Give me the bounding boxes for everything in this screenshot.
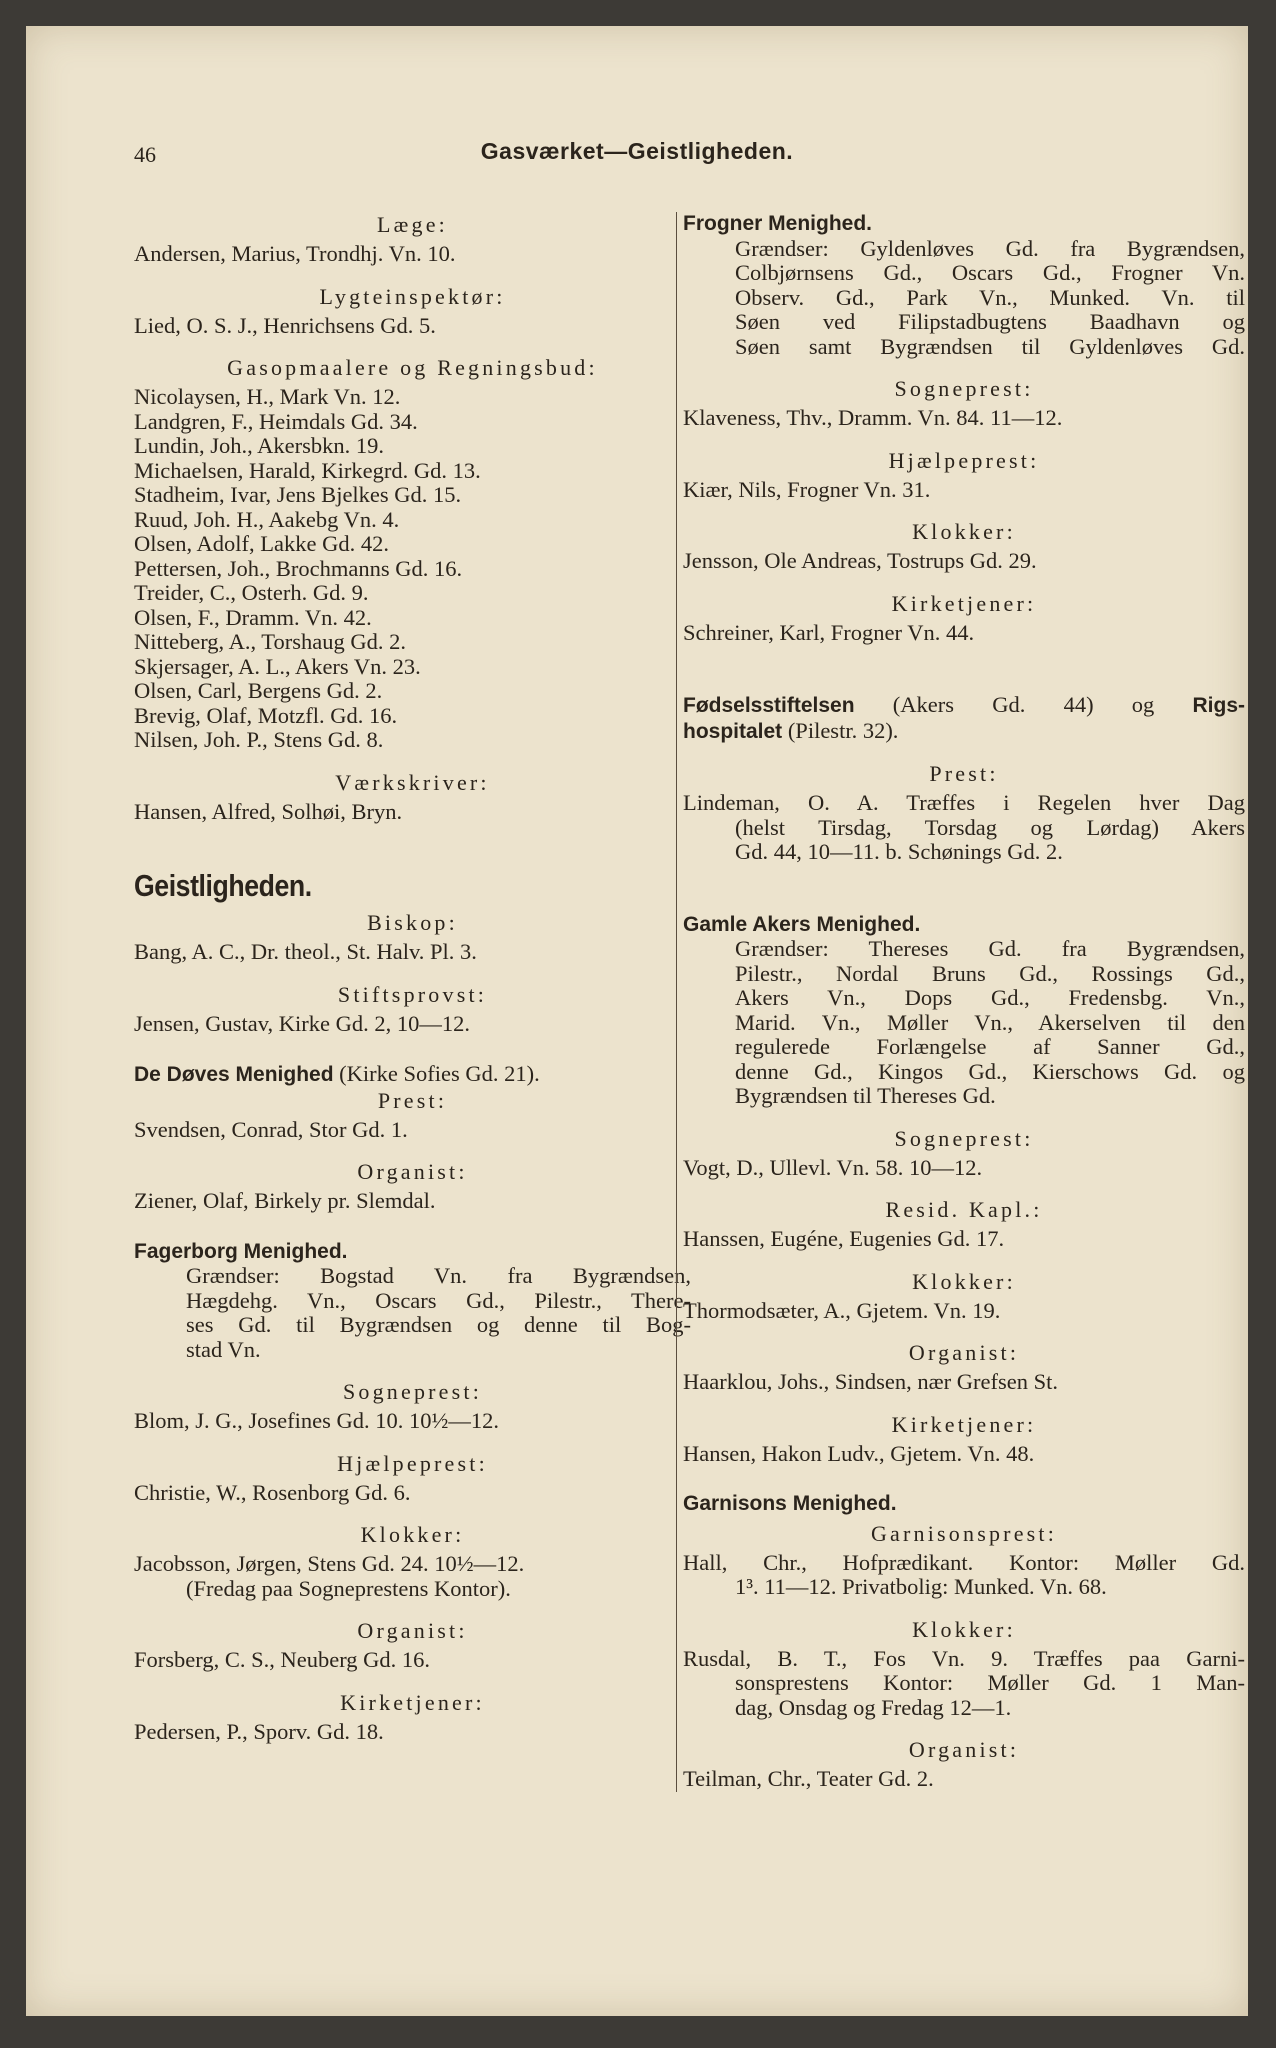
section-caption-kirketjener: Kirketjener: (891, 1411, 1037, 1437)
running-head: Gasværket—Geistligheden. (480, 138, 794, 164)
list-item: Treider, C., Osterh. Gd. 9. (134, 580, 369, 605)
left-column (134, 212, 691, 1744)
entry-garnisonsprest-cont: 1³. 11—12. Privatbolig: Munked. Vn. 68. (735, 1574, 1107, 1599)
list-item: Nitteberg, A., Torshaug Gd. 2. (134, 629, 406, 654)
list-item: Michaelsen, Harald, Kirkegrd. Gd. 13. (134, 457, 481, 483)
book-page (26, 26, 1248, 2016)
entry-organist: Haarklou, Johs., Sindsen, nær Grefsen St. (683, 1369, 1058, 1394)
entry-klokker: Rusdal, B. T., Fos Vn. 9. Træffes paa Garni- (683, 1645, 1245, 1671)
institution-heading-line-1 (683, 693, 1245, 719)
list-item: Olsen, Adolf, Lakke Gd. 42. (134, 531, 389, 556)
institution-title-rigshospitalet: Rigs- (1192, 694, 1245, 717)
boundary-line: regulerede Forlængelse af Sanner Gd., (735, 1034, 1245, 1059)
entry-sogneprest: Klaveness, Thv., Dramm. Vn. 84. 11—12. (683, 405, 1063, 430)
section-caption-resid-kapl: Resid. Kapl.: (885, 1197, 1043, 1222)
entry-kirketjener: Schreiner, Karl, Frogner Vn. 44. (683, 619, 975, 645)
list-item: Lundin, Joh., Akersbkn. 19. (134, 433, 384, 458)
entry-klokker-note: (Fredag paa Sogneprestens Kontor). (186, 1575, 511, 1601)
section-caption-garnisonsprest: Garnisonsprest: (870, 1520, 1058, 1546)
section-caption-hjaelpeprest: Hjælpeprest: (888, 447, 1040, 473)
entry-laege: Andersen, Marius, Trondhj. Vn. 10. (134, 241, 456, 266)
section-caption-klokker: Klokker: (912, 519, 1016, 544)
parish-title-frogner: Frogner Menighed. (683, 212, 872, 235)
entry-sogneprest: Blom, J. G., Josefines Gd. 10. 10½—12. (134, 1408, 499, 1433)
entry-vaerkskriver: Hansen, Alfred, Solhøi, Bryn. (134, 798, 403, 824)
section-caption-klokker: Klokker: (360, 1522, 465, 1547)
list-item: Stadheim, Ivar, Jens Bjelkes Gd. 15. (134, 482, 462, 507)
boundary-line: Grændser: Thereses Gd. fra Bygrændsen, (735, 936, 1245, 961)
section-caption-klokker: Klokker: (912, 1268, 1016, 1294)
boundary-line: Colbjørnsens Gd., Oscars Gd., Frogner Vn. (735, 260, 1245, 285)
section-caption-organist: Organist: (908, 1737, 1020, 1762)
boundary-line: stad Vn. (186, 1336, 261, 1362)
list-item: Olsen, F., Dramm. Vn. 42. (134, 604, 372, 630)
list-item: Landgren, F., Heimdals Gd. 34. (134, 408, 418, 434)
entry-hjaelpeprest: Kiær, Nils, Frogner Vn. 31. (683, 476, 931, 502)
list-item: Nilsen, Joh. P., Stens Gd. 8. (134, 727, 384, 752)
boundary-line: denne Gd., Kingos Gd., Kierschows Gd. og (735, 1058, 1245, 1084)
institution-address: (Akers Gd. 44) og (854, 692, 1193, 717)
parish-title-fagerborg: Fagerborg Menighed. (134, 1239, 348, 1263)
section-caption-kirketjener: Kirketjener: (891, 590, 1037, 616)
entry-hjaelpeprest: Christie, W., Rosenborg Gd. 6. (134, 1479, 411, 1505)
section-caption-prest: Prest: (377, 1087, 448, 1113)
boundary-line: Pilestr., Nordal Bruns Gd., Rossings Gd., (735, 960, 1245, 986)
entry-klokker-cont: dag, Onsdag og Fredag 12—1. (735, 1694, 1012, 1720)
entry-klokker: Jacobsson, Jørgen, Stens Gd. 24. 10½—12. (134, 1551, 525, 1576)
parish-title-garnisons: Garnisons Menighed. (683, 1492, 897, 1515)
boundary-line: Bygrændsen til Thereses Gd. (735, 1083, 996, 1108)
entry-prest-cont: Gd. 44, 10—11. b. Schønings Gd. 2. (735, 839, 1063, 864)
section-caption-kirketjener: Kirketjener: (340, 1689, 485, 1715)
section-caption-biskop: Biskop: (367, 910, 458, 935)
section-caption-organist: Organist: (908, 1340, 1020, 1365)
boundary-line: Søen ved Filipstadbugtens Baadhavn og (735, 309, 1245, 334)
entry-klokker: Jensson, Ole Andreas, Tostrups Gd. 29. (683, 548, 1037, 573)
list-item: Ruud, Joh. H., Aakebg Vn. 4. (134, 506, 400, 532)
section-caption-prest: Prest: (929, 761, 999, 786)
boundary-line: Grændser: Gyldenløves Gd. fra Bygrændsen, (735, 235, 1245, 261)
entry-sogneprest: Vogt, D., Ullevl. Vn. 58. 10—12. (683, 1154, 983, 1180)
entry-klokker: Thormodsæter, A., Gjetem. Vn. 19. (683, 1297, 1001, 1323)
boundary-line: Søen samt Bygrændsen til Gyldenløves Gd. (735, 333, 1245, 359)
entry-kirketjener: Pedersen, P., Sporv. Gd. 18. (134, 1718, 384, 1744)
section-caption-sogneprest: Sogneprest: (894, 376, 1034, 401)
list-item: Nicolaysen, H., Mark Vn. 12. (134, 384, 401, 409)
list-item: Pettersen, Joh., Brochmanns Gd. 16. (134, 555, 463, 581)
right-column (676, 212, 1245, 1792)
parish-address-doves: (Kirke Sofies Gd. 21). (333, 1061, 540, 1086)
boundary-line: Grændser: Bogstad Vn. fra Bygrændsen, (186, 1263, 691, 1288)
institution-address: (Pilestr. 32). (782, 717, 899, 743)
parish-title-doves: De Døves Menighed (134, 1063, 334, 1086)
section-caption-vaerkskriver: Værkskriver: (335, 769, 490, 795)
entry-klokker-cont: sonsprestens Kontor: Møller Gd. 1 Man- (735, 1670, 1245, 1695)
section-heading-geistligheden: Geistligheden. (134, 868, 312, 903)
section-caption-hjaelpeprest: Hjælpeprest: (337, 1450, 488, 1476)
parish-heading-doves (134, 1062, 691, 1088)
boundary-line: Akers Vn., Dops Gd., Fredensbg. Vn., (735, 985, 1245, 1010)
institution-title-hospitalet: hospitalet (683, 719, 783, 743)
entry-stiftsprovst: Jensen, Gustav, Kirke Gd. 2, 10—12. (134, 1010, 470, 1036)
section-caption-sogneprest: Sogneprest: (894, 1125, 1034, 1151)
section-caption-organist: Organist: (357, 1159, 468, 1184)
page-number: 46 (134, 142, 156, 167)
boundary-line: ses Gd. til Bygrændsen og denne til Bog- (186, 1312, 691, 1337)
boundary-line: Observ. Gd., Park Vn., Munked. Vn. til (735, 284, 1245, 310)
entry-resid-kapl: Hanssen, Eugéne, Eugenies Gd. 17. (683, 1226, 1005, 1251)
boundary-line: Hægdehg. Vn., Oscars Gd., Pilestr., There- (186, 1287, 691, 1313)
entry-prest: Svendsen, Conrad, Stor Gd. 1. (134, 1116, 408, 1142)
institution-heading-line-2 (683, 719, 1245, 745)
entry-prest: Lindeman, O. A. Træffes i Regelen hver Dag (683, 790, 1245, 815)
section-caption-gasopmaalere: Gasopmaalere og Regningsbud: (227, 355, 598, 380)
boundary-line: Marid. Vn., Møller Vn., Akerselven til den (735, 1009, 1245, 1035)
section-caption-klokker: Klokker: (912, 1616, 1016, 1642)
list-item: Brevig, Olaf, Motzfl. Gd. 16. (134, 702, 398, 728)
entry-biskop: Bang, A. C., Dr. theol., St. Halv. Pl. 3. (134, 939, 477, 964)
entry-kirketjener: Hansen, Hakon Ludv., Gjetem. Vn. 48. (683, 1440, 1035, 1466)
section-caption-stiftsprovst: Stiftsprovst: (337, 981, 488, 1007)
entry-garnisonsprest: Hall, Chr., Hofprædikant. Kontor: Møller Gd. (683, 1549, 1245, 1575)
entry-organist: Teilman, Chr., Teater Gd. 2. (683, 1766, 934, 1791)
entry-lygteinspektor: Lied, O. S. J., Henrichsens Gd. 5. (134, 312, 436, 338)
entry-prest-cont: (helst Tirsdag, Torsdag og Lørdag) Akers (735, 814, 1245, 840)
entry-organist: Forsberg, C. S., Neuberg Gd. 16. (134, 1647, 431, 1672)
section-caption-lygteinspektor: Lygteinspektør: (319, 283, 506, 309)
list-item: Olsen, Carl, Bergens Gd. 2. (134, 678, 383, 703)
section-caption-organist: Organist: (357, 1618, 468, 1643)
section-caption-laege: Læge: (377, 212, 448, 237)
section-caption-sogneprest: Sogneprest: (342, 1379, 483, 1404)
list-item: Skjersager, A. L., Akers Vn. 23. (134, 653, 421, 679)
parish-title-gamle-akers: Gamle Akers Menighed. (683, 912, 921, 936)
institution-title-fodselsstiftelsen: Fødselsstiftelsen (683, 694, 855, 717)
entry-organist: Ziener, Olaf, Birkely pr. Slemdal. (134, 1188, 436, 1213)
